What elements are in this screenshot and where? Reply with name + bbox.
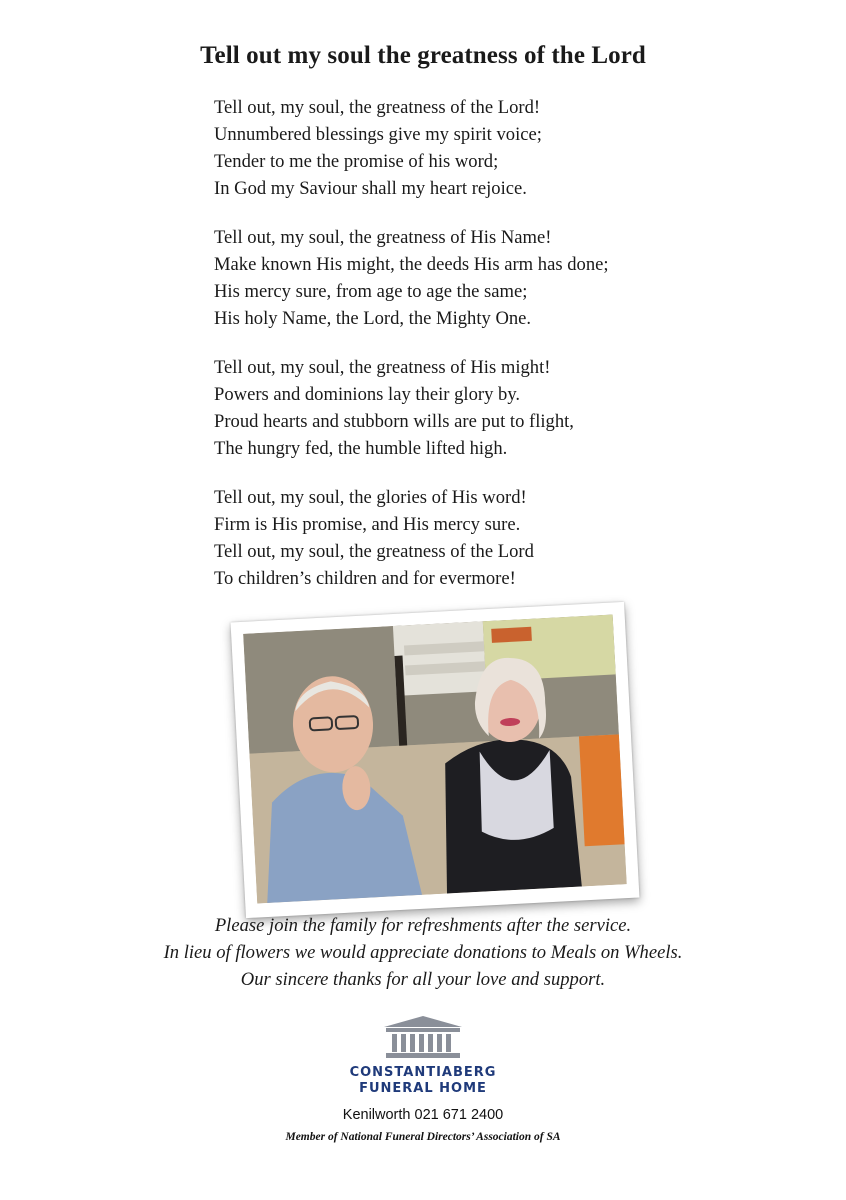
verse-line: Proud hearts and stubborn wills are put to flight,: [214, 411, 574, 432]
verse-line: Tell out, my soul, the greatness of the Lord!: [214, 97, 541, 118]
verse-line: Firm is His promise, and His mercy sure.: [214, 514, 521, 535]
verse-line: To children’s children and for evermore!: [214, 568, 516, 589]
verse-line: Powers and dominions lay their glory by.: [214, 384, 521, 405]
verse-1: [214, 94, 814, 202]
brand-line: CONSTANTIABERG: [349, 1065, 497, 1080]
membership-note: Member of National Funeral Directors’ Association of SA: [285, 1131, 561, 1143]
closing-line: Our sincere thanks for all your love and support.: [240, 969, 606, 990]
hymn-lyrics: [214, 94, 814, 614]
brand-line: FUNERAL HOME: [359, 1081, 487, 1096]
closing-line: In lieu of flowers we would appreciate donations to Meals on Wheels.: [163, 942, 683, 963]
verse-line: Tell out, my soul, the greatness of His might!: [214, 357, 551, 378]
verse-line: Tell out, my soul, the greatness of His Name!: [214, 227, 552, 248]
verse-line: His mercy sure, from age to age the same;: [214, 281, 528, 302]
funeral-home-name: [0, 1065, 846, 1097]
temple-icon: [382, 1015, 464, 1059]
closing-message: [0, 912, 846, 993]
couple-photo: [243, 615, 627, 904]
verse-line: Tender to me the promise of his word;: [214, 151, 499, 172]
verse-line: Tell out, my soul, the glories of His word!: [214, 487, 527, 508]
verse-line: Unnumbered blessings give my spirit voice;: [214, 124, 542, 145]
contact-phone: Kenilworth 021 671 2400: [342, 1107, 504, 1123]
verse-line: Make known His might, the deeds His arm has done;: [214, 254, 609, 275]
closing-line: Please join the family for refreshments after the service.: [214, 915, 632, 936]
funeral-home-logo: [0, 1015, 846, 1143]
verse-4: [214, 484, 814, 592]
verse-line: The hungry fed, the humble lifted high.: [214, 438, 508, 459]
verse-line: Tell out, my soul, the greatness of the Lord: [214, 541, 534, 562]
page-title: Tell out my soul the greatness of the Lord: [200, 42, 646, 69]
verse-line: His holy Name, the Lord, the Mighty One.: [214, 308, 532, 329]
photo-frame: [231, 602, 640, 918]
verse-3: [214, 354, 814, 462]
verse-2: [214, 224, 814, 332]
verse-line: In God my Saviour shall my heart rejoice.: [214, 178, 527, 199]
